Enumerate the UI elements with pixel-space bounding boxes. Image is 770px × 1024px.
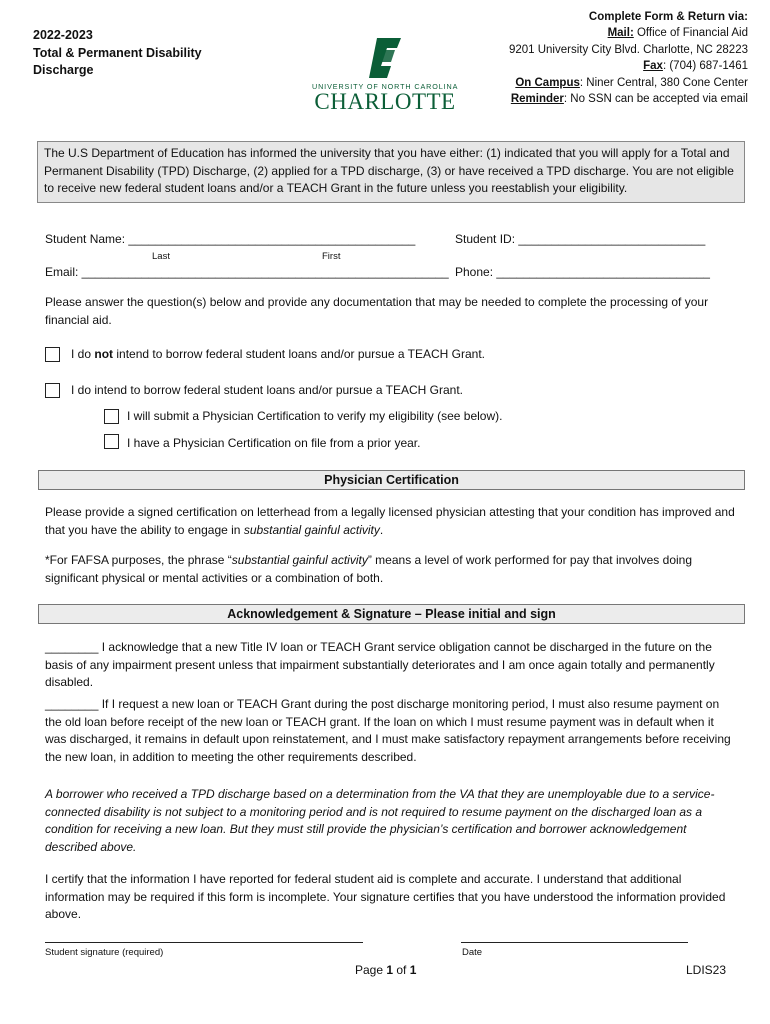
first-name-caption: First: [322, 251, 341, 262]
form-title-line1: Total & Permanent Disability: [33, 45, 202, 60]
return-info-block: [509, 9, 748, 107]
fax-value: : (704) 687-1461: [662, 60, 748, 73]
email-field[interactable]: Email: _______________________________________________________: [45, 265, 449, 279]
student-signature-line[interactable]: [45, 942, 363, 943]
logo-university-line: UNIVERSITY OF NORTH CAROLINA: [312, 82, 459, 91]
certification-on-file-checkbox[interactable]: [104, 434, 119, 449]
university-logo: [312, 36, 458, 113]
form-title-block: [33, 27, 202, 80]
mail-value: Office of Financial Aid: [633, 27, 748, 40]
form-title-line2: Discharge: [33, 63, 94, 77]
ack-initial-paragraph-1[interactable]: ________ I acknowledge that a new Title IV loan or TEACH Grant service obligation cannot be discharged in the future on the basis of any impairment present unless that impairment substantially deteriorates and I am once again totally and permanently disabled.: [45, 640, 715, 689]
form-code: LDIS23: [686, 963, 727, 977]
not-borrow-checkbox[interactable]: [45, 347, 60, 362]
physician-paragraph: Please provide a signed certification on letterhead from a legally licensed physician attesting that your condition has improved and that you have the ability to engage in substantial gainful activity.: [45, 505, 735, 537]
certify-paragraph: I certify that the information I have reported for federal student aid is complete and accurate. I understand that additional information may be required if this form is incomplete. Your signature certifies that you have understood the information provided above.: [45, 872, 726, 921]
student-name-field[interactable]: Student Name: ___________________________________________: [45, 232, 416, 246]
campus-label: On Campus: [515, 76, 580, 89]
reminder-label: Reminder: [510, 93, 564, 106]
not-borrow-label: I do not intend to borrow federal student loans and/or pursue a TEACH Grant.: [71, 347, 486, 361]
notice-box: The U.S Department of Education has informed the university that you have either: (1) indicated that you will apply for a Total and Permanent Disability (TPD) Discharge, (2) applied for a TPD discharge, (3) or have received a TPD discharge. You are not eligible to receive new federal student loans and/or a TEACH Grant in the future unless you reestablish your eligibility.: [37, 141, 745, 203]
campus-value: : Niner Central, 380 Cone Center: [579, 76, 748, 89]
logo-charlotte-wordmark: CHARLOTTE: [314, 89, 456, 114]
fax-label: Fax: [643, 60, 663, 73]
date-line[interactable]: [461, 942, 688, 943]
submit-certification-checkbox[interactable]: [104, 409, 119, 424]
return-via-label: Complete Form & Return via:: [588, 11, 748, 23]
instructions-text: Please answer the question(s) below and provide any documentation that may be needed to complete the processing of your financial aid.: [45, 295, 709, 327]
student-id-field[interactable]: Student ID: ____________________________: [455, 232, 706, 246]
submit-certification-label: I will submit a Physician Certification to verify my eligibility (see below).: [127, 409, 503, 423]
page-number: Page 1 of 1: [355, 963, 417, 977]
reminder-value: : No SSN can be accepted via email: [563, 93, 748, 106]
acknowledgement-header: Acknowledgement & Signature – Please initial and sign: [38, 604, 745, 624]
borrow-checkbox[interactable]: [45, 383, 60, 398]
borrow-label: I do intend to borrow federal student loans and/or pursue a TEACH Grant.: [71, 383, 464, 397]
fafsa-definition-paragraph: *For FAFSA purposes, the phrase “substantial gainful activity” means a level of work performed for pay that involves doing significant physical or mental activities or a combination of both.: [45, 553, 693, 585]
student-signature-label: Student signature (required): [45, 947, 164, 958]
date-label: Date: [462, 947, 483, 958]
last-name-caption: Last: [152, 251, 170, 262]
physician-certification-header: Physician Certification: [38, 470, 745, 490]
phone-field[interactable]: Phone: ________________________________: [455, 265, 710, 279]
form-year: 2022-2023: [33, 28, 93, 42]
va-borrower-note: A borrower who received a TPD discharge based on a determination from the VA that they are unemployable due to a service-connected disability is not subject to a monitoring period and is not required to resume payment on the discharged loan as a condition for receiving a new loan. But they must still provide the physician’s certification and borrower acknowledgement described above.: [45, 787, 715, 854]
mail-address: 9201 University City Blvd. Charlotte, NC 28223: [508, 43, 748, 56]
unc-charlotte-c-icon: [367, 36, 403, 80]
ack-initial-paragraph-2[interactable]: ________ If I request a new loan or TEACH Grant during the post discharge monitoring period, I must also resume payment on the old loan before receipt of the new loan or TEACH grant. If the loan on which I must resume payment was in default when it was discharged, it remains in default upon reinstatement, and I must make satisfactory repayment arrangements before receiving the new loan, in addition to meeting the other requirements described.: [45, 697, 731, 764]
mail-label: Mail:: [607, 27, 634, 40]
certification-on-file-label: I have a Physician Certification on file from a prior year.: [127, 436, 421, 450]
